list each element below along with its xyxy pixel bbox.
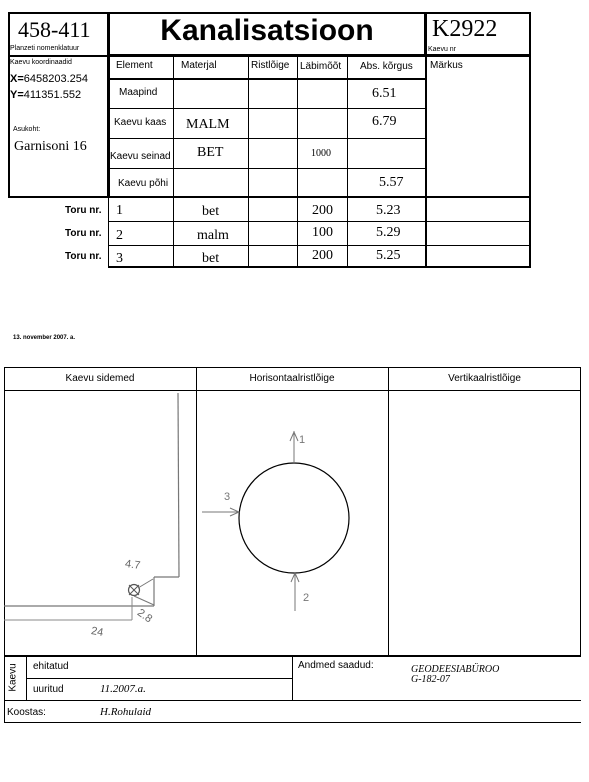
element-lid: Kaevu kaas (114, 117, 167, 128)
y-value: 411351.552 (23, 89, 82, 101)
pipe-label-sketch-1: 1 (299, 434, 306, 446)
address-label: Asukoht: (13, 126, 41, 133)
pipe-diameter-2: 100 (312, 225, 333, 240)
pipe-material-2: malm (197, 228, 229, 243)
pipe-label-3: Toru nr. (65, 251, 102, 262)
x-label: X= (10, 73, 24, 85)
pipe-height-1: 5.23 (376, 203, 401, 218)
height-bottom: 5.57 (379, 175, 404, 190)
row-divider (108, 79, 426, 80)
pipe-diameter-1: 200 (312, 203, 333, 218)
y-coordinate (10, 89, 81, 101)
built-label: ehitatud (33, 661, 69, 672)
header-material: Materjal (181, 60, 217, 71)
pipe-height-3: 5.25 (376, 248, 401, 263)
header-abs-height: Abs. kõrgus (360, 61, 413, 72)
pipe-label-1: Toru nr. (65, 205, 102, 216)
horizontal-cross-section (197, 391, 387, 656)
header-cross-section: Ristlõige (251, 60, 290, 71)
pipe-number-3: 3 (116, 251, 123, 266)
footer-divider (26, 656, 27, 700)
footer-divider (4, 656, 5, 722)
page-title: Kanalisatsioon (160, 14, 374, 47)
address-value: Garnisoni 16 (14, 139, 87, 154)
material-lid: MALM (186, 117, 230, 132)
column-divider (248, 55, 249, 268)
footer-row-line (26, 678, 292, 679)
ties-sketch (4, 391, 196, 656)
column-divider (173, 55, 174, 268)
pipe-number-2: 2 (116, 228, 123, 243)
well-number-value: K2922 (432, 16, 498, 42)
element-bottom: Kaevu põhi (118, 178, 169, 189)
row-divider (108, 138, 426, 139)
sketch-header-horizontal: Horisontaalristlõige (249, 373, 335, 384)
header-diameter: Läbimõõt (300, 61, 342, 72)
measured-label: uuritud (33, 684, 64, 695)
data-source-name: GEODEESIABÜROO (411, 664, 500, 675)
date-line: 13. november 2007. a. (13, 335, 76, 341)
pipe-height-2: 5.29 (376, 225, 401, 240)
data-table (108, 55, 531, 198)
row-divider (108, 245, 531, 246)
compiled-label: Koostas: (7, 707, 46, 718)
x-value: 6458203.254 (23, 73, 88, 85)
pipe-label-2: Toru nr. (65, 228, 102, 239)
footer-divider (292, 656, 293, 700)
sketch-header-ties: Kaevu sidemed (65, 373, 135, 384)
x-coordinate (10, 73, 88, 85)
nomenclature-value: 458-411 (18, 17, 91, 42)
element-walls: Kaevu seinad (110, 151, 171, 162)
measured-value: 11.2007.a. (100, 683, 146, 695)
data-source-label: Andmed saadud: (298, 660, 374, 671)
sketch-column-divider (388, 367, 389, 656)
element-ground: Maapind (119, 87, 158, 98)
header-remark: Märkus (430, 60, 463, 71)
sketch-header-vertical: Vertikaalristlõige (448, 373, 521, 384)
height-ground: 6.51 (372, 86, 397, 101)
nomenclature-label: Planzeti nomenklatuur (10, 45, 80, 52)
building-outline (4, 393, 179, 606)
pipe-material-3: bet (202, 251, 220, 266)
well-circle (239, 463, 349, 573)
pipe-label-sketch-3: 3 (224, 491, 231, 503)
footer-bottom-line (4, 700, 581, 701)
pipe-material-1: bet (202, 204, 220, 219)
header-element: Element (116, 60, 153, 71)
pipe-number-1: 1 (116, 203, 123, 218)
y-label: Y= (10, 89, 24, 101)
tie-note-2: 2.8 (134, 606, 155, 626)
tie-note-3: 24 (90, 625, 105, 639)
footer-side-label: Kaevu (7, 663, 19, 692)
divider (8, 56, 109, 57)
column-divider (426, 55, 427, 268)
pipe-diameter-3: 200 (312, 248, 333, 263)
data-source-code: G-182-07 (411, 674, 450, 685)
well-number-label: Kaevu nr (428, 46, 457, 53)
row-divider (108, 108, 426, 109)
row-divider (108, 168, 426, 169)
row-divider (108, 221, 531, 222)
coordinates-label: Kaevu koordinaadid (10, 59, 72, 66)
diameter-walls: 1000 (311, 148, 331, 159)
column-divider (347, 55, 348, 268)
compiled-value: H.Rohulaid (100, 706, 152, 718)
column-divider (297, 55, 298, 268)
height-lid: 6.79 (372, 114, 397, 129)
pipe-label-sketch-2: 2 (303, 592, 310, 604)
tie-note-1: 4.7 (124, 557, 142, 573)
material-walls: BET (197, 145, 224, 160)
footer-end-line (4, 722, 581, 723)
